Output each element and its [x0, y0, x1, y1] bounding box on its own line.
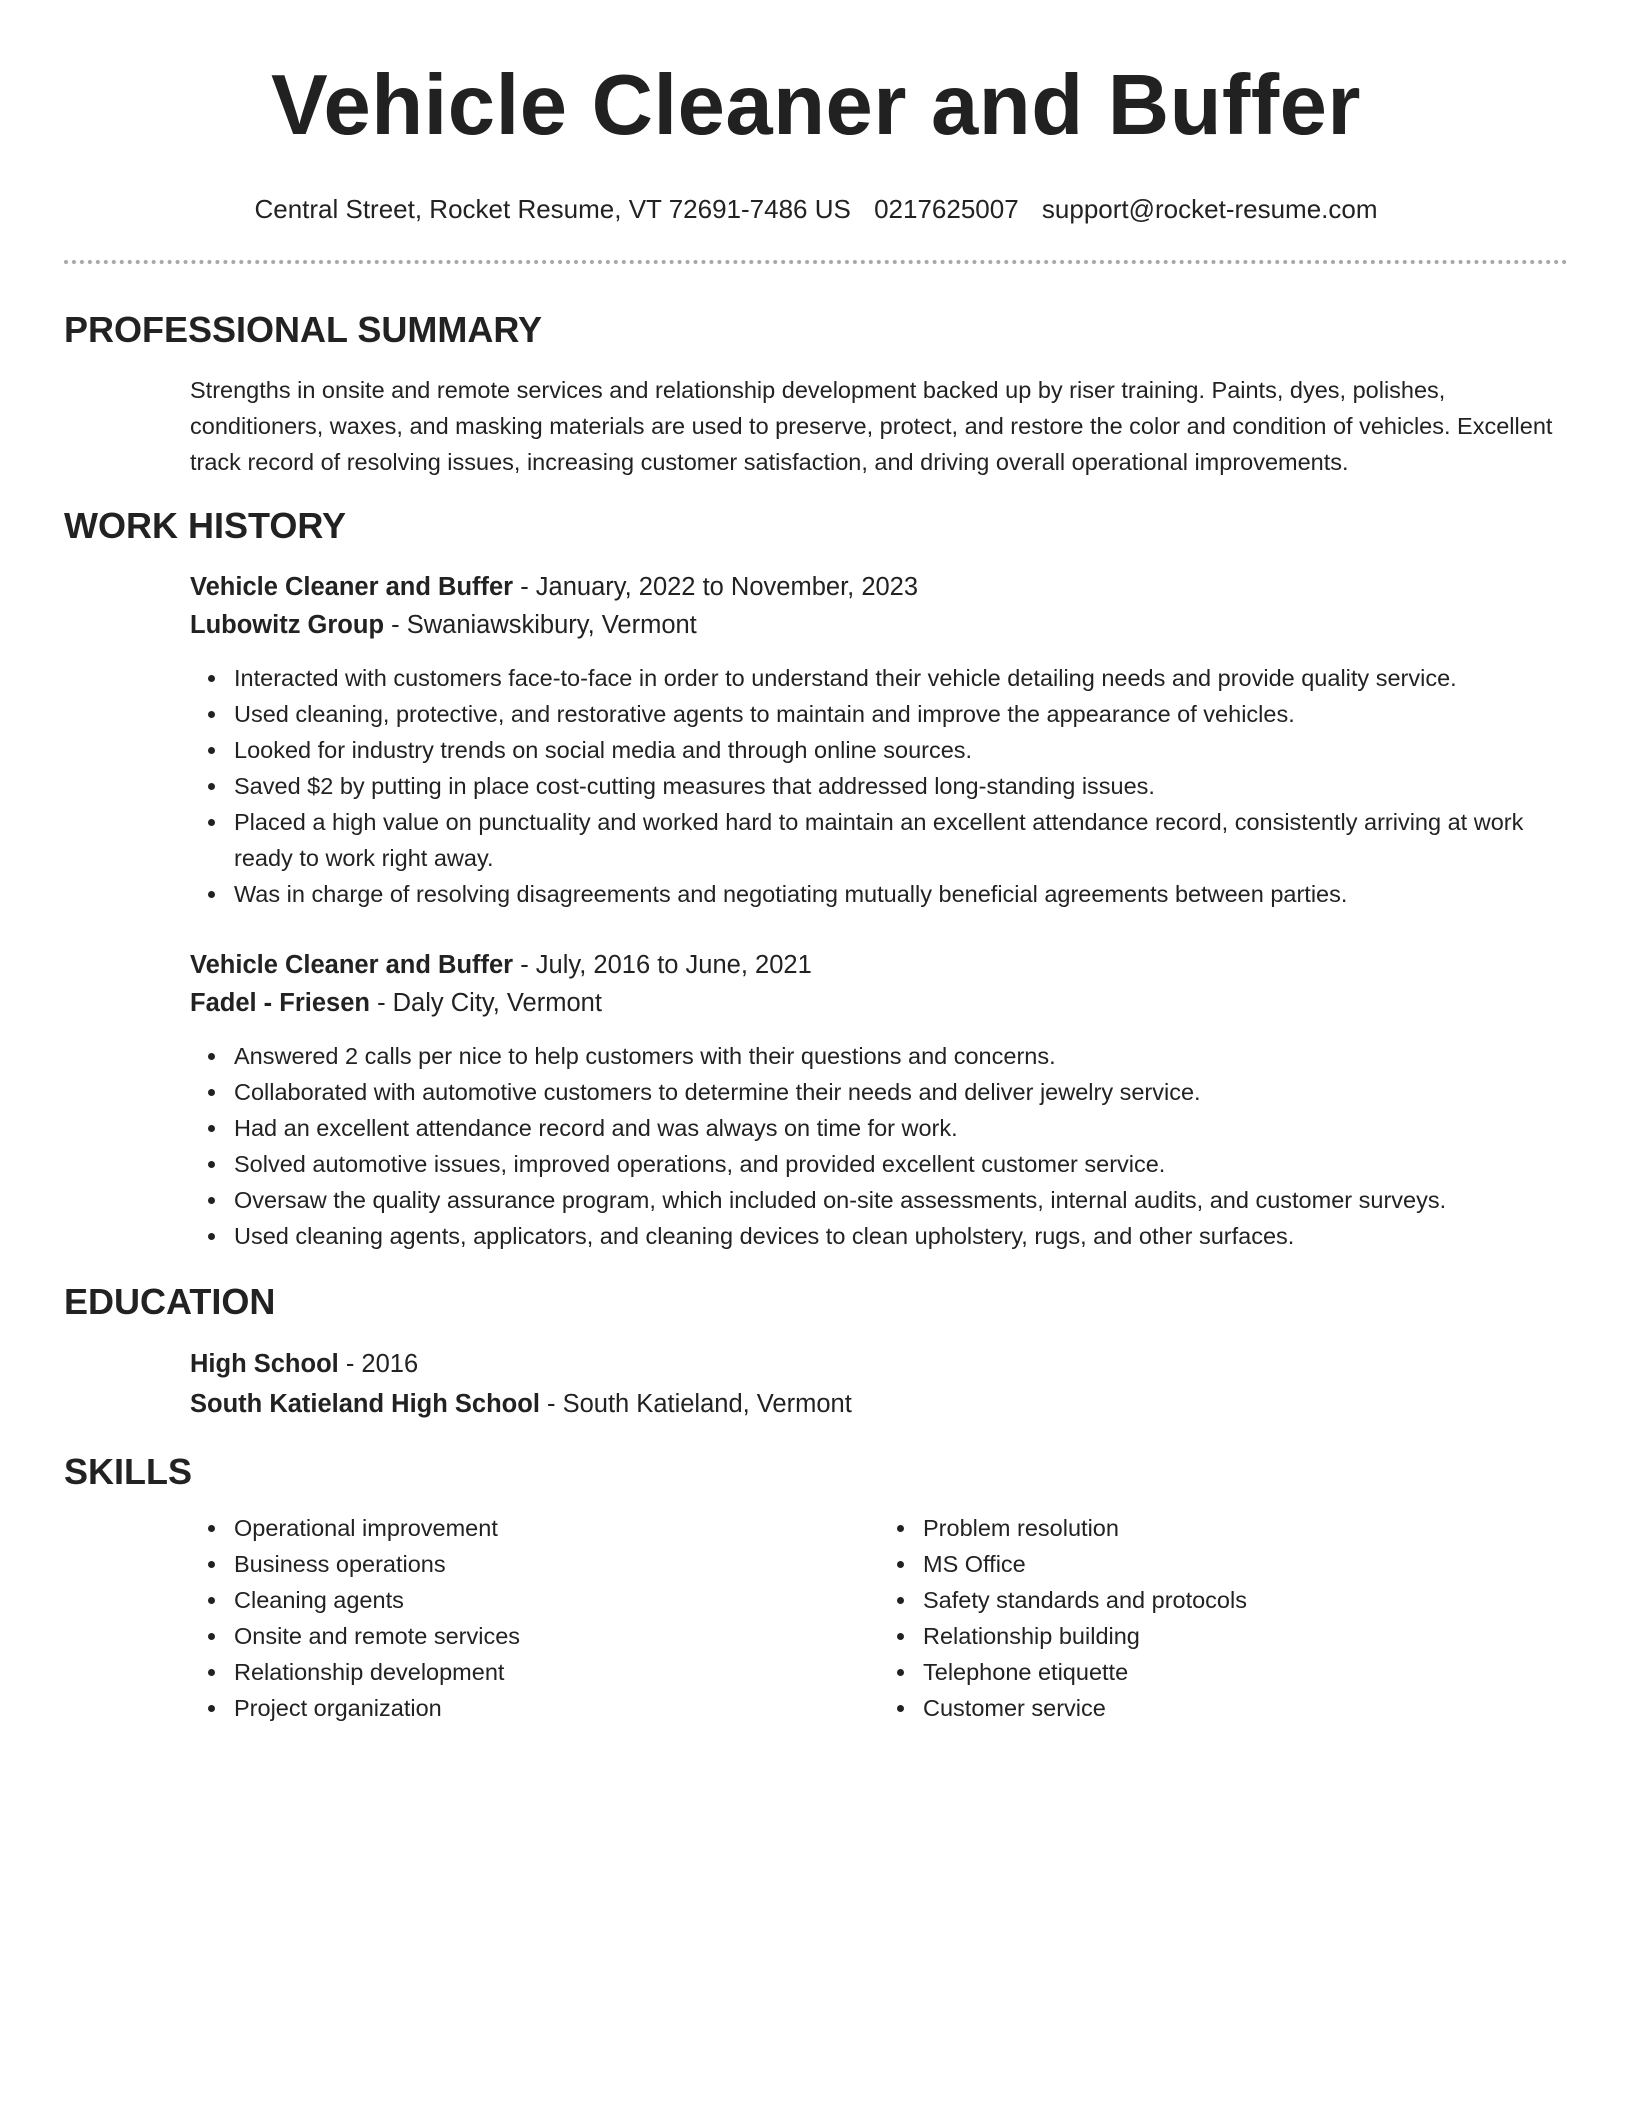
job-company: Fadel - Friesen: [190, 989, 370, 1017]
list-item: Saved $2 by putting in place cost-cutting measures that addressed long-standing issues.: [234, 768, 1568, 804]
job-company: Lubowitz Group: [190, 611, 385, 639]
education-school: South Katieland High School: [190, 1390, 540, 1418]
list-item: Had an excellent attendance record and was always on time for work.: [234, 1110, 1568, 1146]
list-item: Collaborated with automotive customers to determine their needs and deliver jewelry service.: [234, 1074, 1568, 1110]
job-bullet-list: [190, 1038, 1568, 1254]
list-item: Onsite and remote services: [234, 1618, 879, 1654]
job-entry: [190, 568, 1568, 912]
job-location: - Swaniawskibury, Vermont: [384, 611, 697, 639]
list-item: Telephone etiquette: [923, 1654, 1568, 1690]
job-role: Vehicle Cleaner and Buffer: [190, 951, 514, 979]
job-location: - Daly City, Vermont: [369, 989, 602, 1017]
list-item: Placed a high value on punctuality and worked hard to maintain an excellent attendance record, consistently arriving at work ready to work right away.: [234, 804, 1568, 876]
section-title-summary: PROFESSIONAL SUMMARY: [64, 309, 543, 350]
skills-columns: [190, 1510, 1568, 1726]
list-item: Interacted with customers face-to-face in order to understand their vehicle detailing needs and provide quality service.: [234, 660, 1568, 696]
list-item: Relationship building: [923, 1618, 1568, 1654]
list-item: Cleaning agents: [234, 1582, 879, 1618]
education-school-line: [190, 1384, 1568, 1424]
skills-list-right: [879, 1510, 1568, 1726]
education-location: - South Katieland, Vermont: [539, 1390, 852, 1418]
summary-text: Strengths in onsite and remote services and relationship development backed up by riser training. Paints, dyes, polishes, conditioners, waxes, and masking materials are used to preserve, protect, and restore the color and condition of vehicles. Excellent track record of resolving issues, increasing customer satisfaction, and driving overall operational improvements.: [190, 377, 1553, 475]
job-bullet-list: [190, 660, 1568, 912]
job-dates: - January, 2022 to November, 2023: [513, 573, 919, 601]
contact-email: support@rocket-resume.com: [1041, 194, 1378, 224]
job-title-line: [190, 568, 1568, 606]
education-entry: [190, 1344, 1568, 1424]
list-item: Customer service: [923, 1690, 1568, 1726]
list-item: Looked for industry trends on social media and through online sources.: [234, 732, 1568, 768]
header-divider: [64, 260, 1568, 264]
job-company-line: [190, 984, 1568, 1022]
list-item: Problem resolution: [923, 1510, 1568, 1546]
list-item: Was in charge of resolving disagreements and negotiating mutually beneficial agreements between parties.: [234, 876, 1568, 912]
list-item: Safety standards and protocols: [923, 1582, 1568, 1618]
list-item: MS Office: [923, 1546, 1568, 1582]
list-item: Used cleaning agents, applicators, and cleaning devices to clean upholstery, rugs, and other surfaces.: [234, 1218, 1568, 1254]
list-item: Used cleaning, protective, and restorative agents to maintain and improve the appearance of vehicles.: [234, 696, 1568, 732]
job-role: Vehicle Cleaner and Buffer: [190, 573, 514, 601]
section-title-skills: SKILLS: [64, 1451, 193, 1492]
resume-page: [64, 0, 1568, 1726]
contact-address: Central Street, Rocket Resume, VT 72691-7486 US: [254, 194, 851, 224]
list-item: Solved automotive issues, improved operations, and provided excellent customer service.: [234, 1146, 1568, 1182]
contact-line: [64, 192, 1568, 226]
list-item: Relationship development: [234, 1654, 879, 1690]
resume-name: Vehicle Cleaner and Buffer: [270, 58, 1362, 153]
job-entry: [190, 946, 1568, 1254]
job-dates: - July, 2016 to June, 2021: [513, 951, 812, 979]
list-item: Answered 2 calls per nice to help customers with their questions and concerns.: [234, 1038, 1568, 1074]
list-item: Business operations: [234, 1546, 879, 1582]
list-item: Operational improvement: [234, 1510, 879, 1546]
education-year: - 2016: [338, 1350, 419, 1378]
skills-list-left: [190, 1510, 879, 1726]
list-item: Oversaw the quality assurance program, which included on-site assessments, internal audits, and customer surveys.: [234, 1182, 1568, 1218]
contact-phone: 0217625007: [874, 194, 1019, 224]
list-item: Project organization: [234, 1690, 879, 1726]
education-degree-line: [190, 1344, 1568, 1384]
section-title-education: EDUCATION: [64, 1281, 276, 1322]
education-degree: High School: [190, 1350, 339, 1378]
job-title-line: [190, 946, 1568, 984]
job-company-line: [190, 606, 1568, 644]
section-title-work-history: WORK HISTORY: [64, 505, 347, 546]
